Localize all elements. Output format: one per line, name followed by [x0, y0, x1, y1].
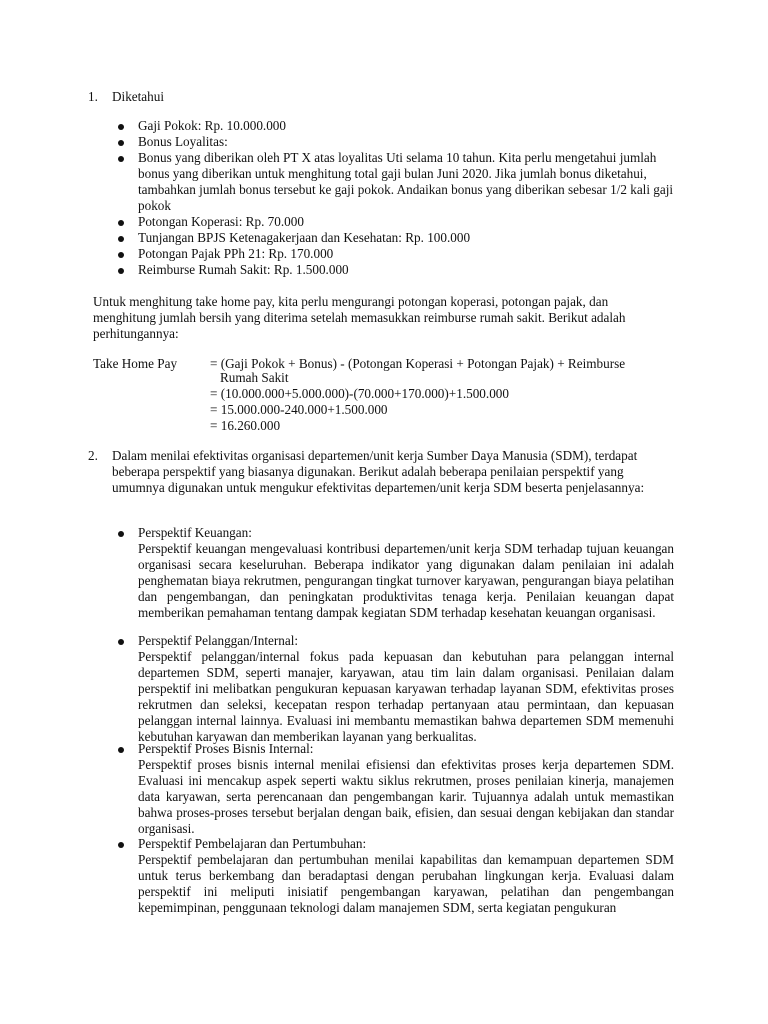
perspective-body: Perspektif proses bisnis internal menilai efisiensi dan efektivitas proses kerja departemen SDM. Evaluasi ini mencakup aspek seperti waktu siklus rekrutmen, proses penilaian kinerja, manajemen data karyawan, serta perencanaan dan pengembangan karir. Tujuannya adalah untuk memastikan bahwa proses-proses tersebut berjalan dengan baik, efisien, dan sesuai dengan kebijakan dan standar organisasi. [138, 757, 674, 836]
perspective-title: Perspektif Proses Bisnis Internal: [138, 741, 314, 756]
list-item: Tunjangan BPJS Ketenagakerjaan dan Kesehatan: Rp. 100.000 [138, 230, 471, 245]
bullet-icon [118, 156, 124, 162]
bullet-icon [118, 236, 124, 242]
perspective-title: Perspektif Pelanggan/Internal: [138, 633, 299, 648]
list-item: Bonus yang diberikan oleh PT X atas loyalitas Uti selama 10 tahun. Kita perlu mengetahui jumlah bonus yang diberikan untuk menghitung total gaji bulan Juni 2020. Jika jumlah bonus diketahui, tambahkan jumlah bonus tersebut ke gaji pokok. Andaikan bonus yang diberikan sebesar 1/2 kali gaji pokok [138, 150, 674, 213]
calc-line: = (Gaji Pokok + Bonus) - (Potongan Koperasi + Potongan Pajak) + Reimburse [210, 356, 626, 371]
calc-label: Take Home Pay [93, 356, 178, 371]
section-heading: Diketahui [112, 89, 165, 104]
perspective-title: Perspektif Pembelajaran dan Pertumbuhan: [138, 836, 367, 851]
perspective-body: Perspektif pelanggan/internal fokus pada kepuasan dan kebutuhan para pelanggan internal departemen SDM, seperti manajer, karyawan, atau tim lain dalam organisasi. Penilaian dalam perspektif ini melibatkan pengukuran kepuasan karyawan terhadap layanan SDM, efektivitas proses rekrutmen dan seleksi, kecepatan respon terhadap pertanyaan atau permintaan, dan kepuasan pelanggan internal lainnya. Evaluasi ini membantu memastikan bahwa departemen SDM memenuhi kebutuhan karyawan dan memberikan layanan yang berkualitas. [138, 649, 674, 744]
list-item: Bonus Loyalitas: [138, 134, 228, 149]
list-item: Gaji Pokok: Rp. 10.000.000 [138, 118, 286, 133]
perspective-body: Perspektif keuangan mengevaluasi kontribusi departemen/unit kerja SDM terhadap tujuan keuangan organisasi secara keseluruhan. Beberapa indikator yang digunakan dalam penilaian ini adalah penghematan biaya rekrutmen, pengurangan tingkat turnover karyawan, pengurangan biaya pelatihan dan pengembangan, dan peningkatan produktivitas tenaga kerja. Penilaian keuangan dapat memberikan pemahaman tentang dampak kegiatan SDM terhadap kesehatan keuangan organisasi. [138, 541, 674, 620]
bullet-icon [118, 842, 124, 848]
bullet-icon [118, 124, 124, 130]
bullet-icon [118, 747, 124, 753]
bullet-icon [118, 252, 124, 258]
section-intro: Dalam menilai efektivitas organisasi departemen/unit kerja Sumber Daya Manusia (SDM), terdapat beberapa perspektif yang biasanya digunakan. Berikut adalah beberapa penilaian perspektif yang umumnya digunakan untuk mengukur efektivitas departemen/unit kerja SDM beserta penjelasannya: [112, 448, 645, 495]
list-number: 1. [88, 89, 98, 104]
list-number: 2. [88, 448, 98, 463]
calc-line: = 15.000.000-240.000+1.500.000 [210, 402, 388, 417]
list-item: Potongan Pajak PPh 21: Rp. 170.000 [138, 246, 334, 261]
perspective-body: Perspektif pembelajaran dan pertumbuhan menilai kapabilitas dan kemampuan departemen SDM untuk terus berkembang dan beradaptasi dengan perubahan lingkungan kerja. Evaluasi dalam perspektif ini meliputi inisiatif pengembangan karyawan, pelatihan dan pengembangan kepemimpinan, penggunaan teknologi dalam manajemen SDM, serta kegiatan pengukuran [138, 852, 674, 915]
bullet-icon [118, 531, 124, 537]
calc-line: = (10.000.000+5.000.000)-(70.000+170.000)+1.500.000 [210, 386, 509, 401]
calc-line: Rumah Sakit [220, 370, 289, 385]
bullet-icon [118, 140, 124, 146]
bullet-icon [118, 268, 124, 274]
list-item: Potongan Koperasi: Rp. 70.000 [138, 214, 304, 229]
bullet-icon [118, 639, 124, 645]
list-item: Reimburse Rumah Sakit: Rp. 1.500.000 [138, 262, 349, 277]
perspective-title: Perspektif Keuangan: [138, 525, 252, 540]
paragraph: Untuk menghitung take home pay, kita perlu mengurangi potongan koperasi, potongan pajak, dan menghitung jumlah bersih yang diterima setelah memasukkan reimburse rumah sakit. Berikut adalah perhitungannya: [93, 294, 626, 341]
bullet-icon [118, 220, 124, 226]
calc-result: = 16.260.000 [210, 418, 281, 433]
